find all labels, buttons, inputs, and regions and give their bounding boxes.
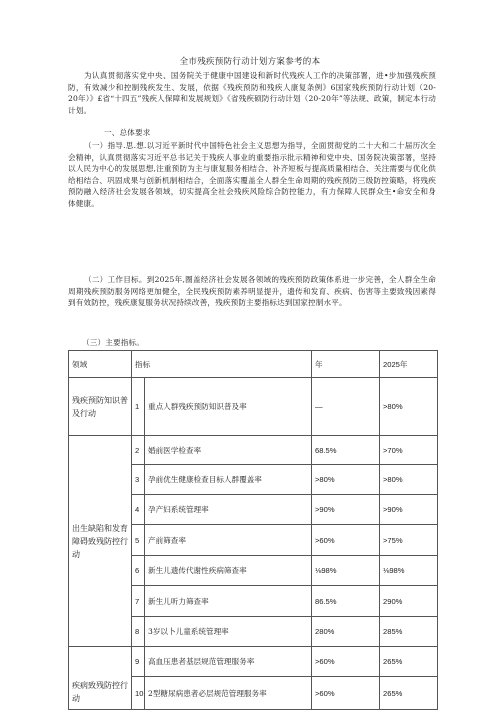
header-year: 年 bbox=[312, 351, 380, 378]
row-number: 3 bbox=[132, 465, 145, 495]
table-row bbox=[69, 378, 438, 436]
indicator-cell: 新生儿听力筛查率 bbox=[145, 586, 312, 617]
year-value: 86.5% bbox=[312, 586, 380, 617]
area-cell: 残疾预防知识普及行动 bbox=[69, 378, 132, 436]
year-value: >90% bbox=[312, 495, 380, 525]
table-header-row bbox=[69, 351, 438, 378]
indicator-cell: 重点人群残疾预防知识普及率 bbox=[145, 378, 312, 436]
area-cell: 疾病致残防控行动 bbox=[69, 647, 132, 710]
target-value: >80% bbox=[380, 378, 438, 436]
target-value: >90% bbox=[380, 495, 438, 525]
intro-paragraph: 为认真贯彻落实党中央、国务院关于健康中国建设和新时代残疾人工作的决策部署，进•步加强残疾预防，有效减少和控制残疾发生、发展，依据《残疾预防和残疾人康复条例》6国家残疾预防行动计划（20-20年）》£省“十四五”残疾人保障和发展规划》《省残疾硕防行动计划（20-20年”等法规、政策，制定本行动计划。 bbox=[68, 71, 436, 115]
guiding-ideology-paragraph: （一）指导.思.想.以习近平新时代中国特色社会主义思想为指导，全面贯彻党的二十大和二十届历次全会精神，认真贯彻落实习近平总书记关于残疾人事业的重要指示批示精神和党中央、国务院决策部署，坚持以人民为中心的发展思想,注重预防为主与康复服务相结合、补齐短板与提高质量相结合、关注需要与优化供给相结合、巩固成果与创新机制相结合，全面落实覆盖全人群全生命周期的残疾预防三级防控策略，将残疾预防融入经济社会发展各领域，切实提高全社会残疾风险综合防控能力，有力保障人民群众生•命安全和身体健康。 bbox=[68, 141, 436, 208]
indicator-cell: 孕前优生健康检查目标人群覆盖率 bbox=[145, 465, 312, 495]
indicators-table bbox=[68, 350, 438, 710]
indicator-cell: 3岁以卜儿童系统管理率 bbox=[145, 617, 312, 647]
target-value: 285% bbox=[380, 617, 438, 647]
area-cell: 出生缺陷和发育障碍致残防控行动 bbox=[69, 436, 132, 647]
table-row bbox=[69, 647, 438, 677]
document-title: 全市残疾预防行动计划方案参考的本 bbox=[179, 57, 321, 67]
main-indicators-heading: （三）主要指标。 bbox=[82, 338, 144, 347]
indicator-cell: 婚前医学检查率 bbox=[145, 436, 312, 465]
indicator-cell: 2型糖尿病患者必层规范管理服务率 bbox=[145, 677, 312, 710]
row-number: 10 bbox=[132, 677, 145, 710]
row-number: 6 bbox=[132, 556, 145, 586]
table-row bbox=[69, 436, 438, 465]
target-value: >75% bbox=[380, 525, 438, 556]
row-number: 1 bbox=[132, 378, 145, 436]
year-value: 68.5% bbox=[312, 436, 380, 465]
year-value: ⅛98% bbox=[312, 556, 380, 586]
year-value: >60% bbox=[312, 525, 380, 556]
indicator-cell: 新生儿遗传代谢性疾病筛查率 bbox=[145, 556, 312, 586]
target-value: >70% bbox=[380, 436, 438, 465]
row-number: 5 bbox=[132, 525, 145, 556]
row-number: 9 bbox=[132, 647, 145, 677]
indicator-cell: 高血压患者基层规范管理服务率 bbox=[145, 647, 312, 677]
year-value: — bbox=[312, 378, 380, 436]
work-goals-paragraph: （二）工作目标。到2025年,圈盖经济社会发展各领域的残疾预防政策体系进一步完善，全人群全生命周期残疾预防服务网络更加健全，全民残疾预防素养明显提升，遗传和发育、疾病、伤害等主要致残因素得到有效防控，残疾康复服务状况持续改善，残疾预防主要指标达到国家控制水平。 bbox=[68, 275, 436, 308]
row-number: 4 bbox=[132, 495, 145, 525]
section-heading: 一、总体要求 bbox=[104, 128, 151, 137]
indicator-cell: 孕产妇系统管理率 bbox=[145, 495, 312, 525]
target-value: >80% bbox=[380, 465, 438, 495]
year-value: >80% bbox=[312, 465, 380, 495]
target-value: 290% bbox=[380, 586, 438, 617]
year-value: >60% bbox=[312, 677, 380, 710]
header-indicator: 指标 bbox=[132, 351, 312, 378]
row-number: 8 bbox=[132, 617, 145, 647]
indicator-cell: 产前筛查率 bbox=[145, 525, 312, 556]
row-number: 2 bbox=[132, 436, 145, 465]
year-value: 280% bbox=[312, 617, 380, 647]
target-value: ⅛98% bbox=[380, 556, 438, 586]
header-area: 领域 bbox=[69, 351, 132, 378]
year-value: >60% bbox=[312, 647, 380, 677]
target-value: 265% bbox=[380, 647, 438, 677]
row-number: 7 bbox=[132, 586, 145, 617]
target-value: 265% bbox=[380, 677, 438, 710]
header-target: 2025年 bbox=[380, 351, 438, 378]
